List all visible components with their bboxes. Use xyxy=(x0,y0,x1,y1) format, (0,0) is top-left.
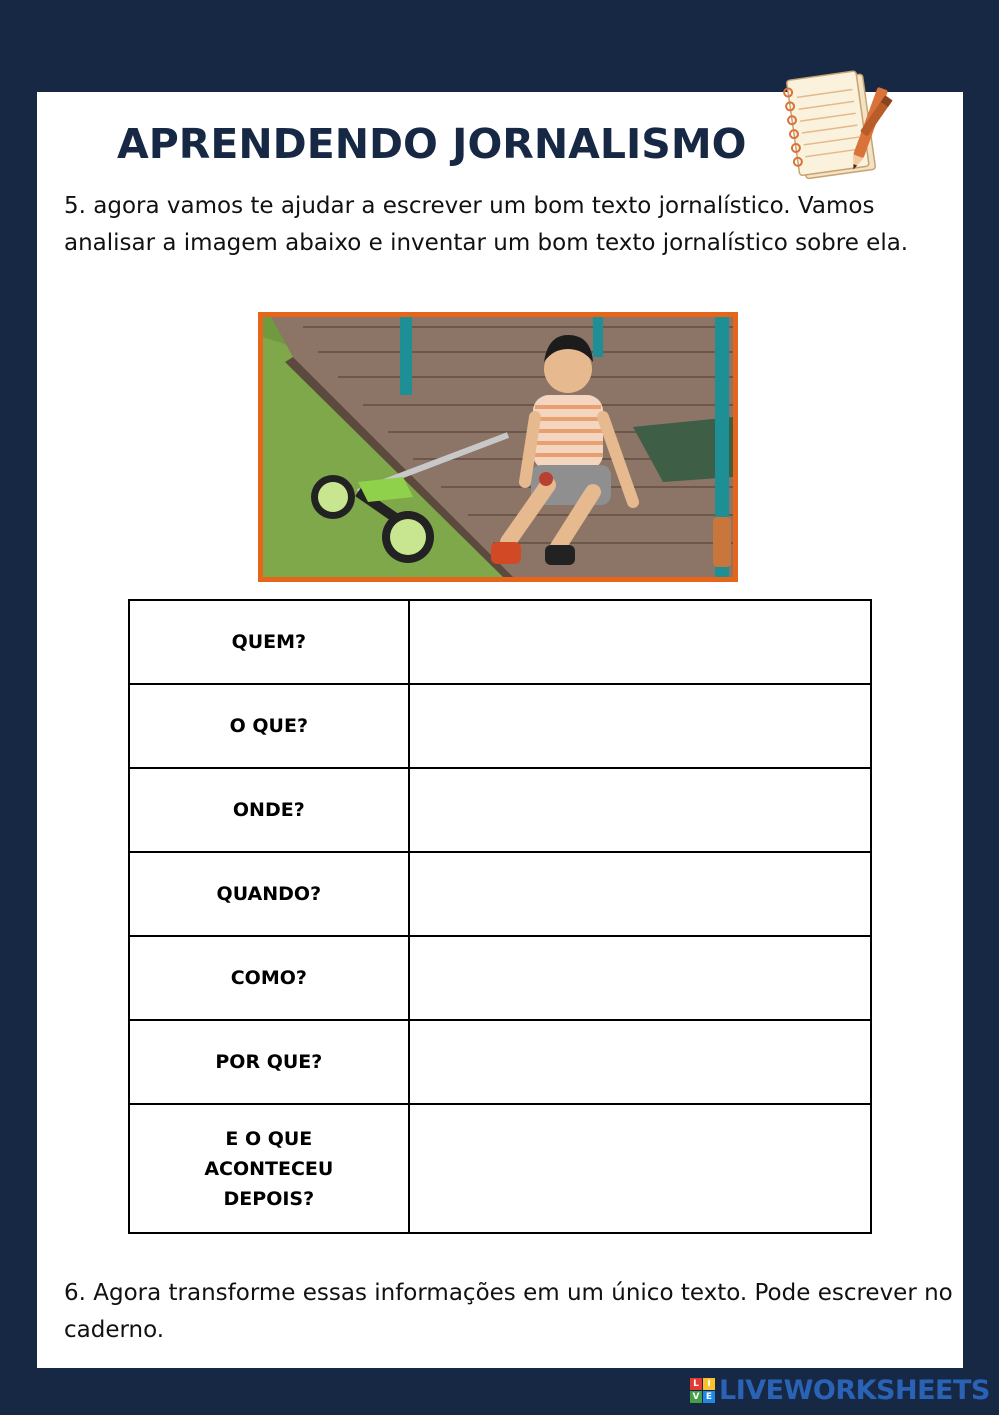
question-label: COMO? xyxy=(129,936,409,1020)
boy-fallen-scooter-photo xyxy=(258,312,738,582)
table-row xyxy=(129,768,871,852)
question-label: POR QUE? xyxy=(129,1020,409,1104)
worksheet-page xyxy=(37,92,963,1368)
table-row xyxy=(129,684,871,768)
table-row xyxy=(129,1020,871,1104)
instruction-q6: 6. Agora transforme essas informações em um único texto. Pode escrever no caderno. xyxy=(64,1280,953,1343)
logo-letter: E xyxy=(703,1391,715,1403)
answer-cell-quem[interactable] xyxy=(409,600,871,684)
notebook-pencil-icon xyxy=(777,64,897,189)
instruction-q5: 5. agora vamos te ajudar a escrever um bom texto jornalístico. Vamos analisar a imagem abaixo e inventar um bom texto jornalístico sobre ela. xyxy=(64,193,909,256)
table-row xyxy=(129,1104,871,1233)
answer-cell-quando[interactable] xyxy=(409,852,871,936)
logo-letter: I xyxy=(703,1378,715,1390)
question-label: O QUE? xyxy=(129,684,409,768)
question-label: QUANDO? xyxy=(129,852,409,936)
question-label: QUEM? xyxy=(129,600,409,684)
logo-letter: V xyxy=(690,1391,702,1403)
answer-cell-por-que[interactable] xyxy=(409,1020,871,1104)
answer-cell-depois[interactable] xyxy=(409,1104,871,1233)
table-row xyxy=(129,936,871,1020)
answer-cell-o-que[interactable] xyxy=(409,684,871,768)
liveworksheets-logo-icon xyxy=(690,1378,715,1403)
answer-cell-onde[interactable] xyxy=(409,768,871,852)
table-row xyxy=(129,600,871,684)
brand-name: LIVEWORKSHEETS xyxy=(719,1374,990,1406)
question-label: E O QUE ACONTECEU DEPOIS? xyxy=(129,1104,409,1233)
answer-cell-como[interactable] xyxy=(409,936,871,1020)
questions-table xyxy=(128,599,872,1234)
question-label: ONDE? xyxy=(129,768,409,852)
page-title: APRENDENDO JORNALISMO xyxy=(117,120,747,168)
logo-letter: L xyxy=(690,1378,702,1390)
liveworksheets-brand[interactable] xyxy=(690,1376,990,1404)
table-row xyxy=(129,852,871,936)
